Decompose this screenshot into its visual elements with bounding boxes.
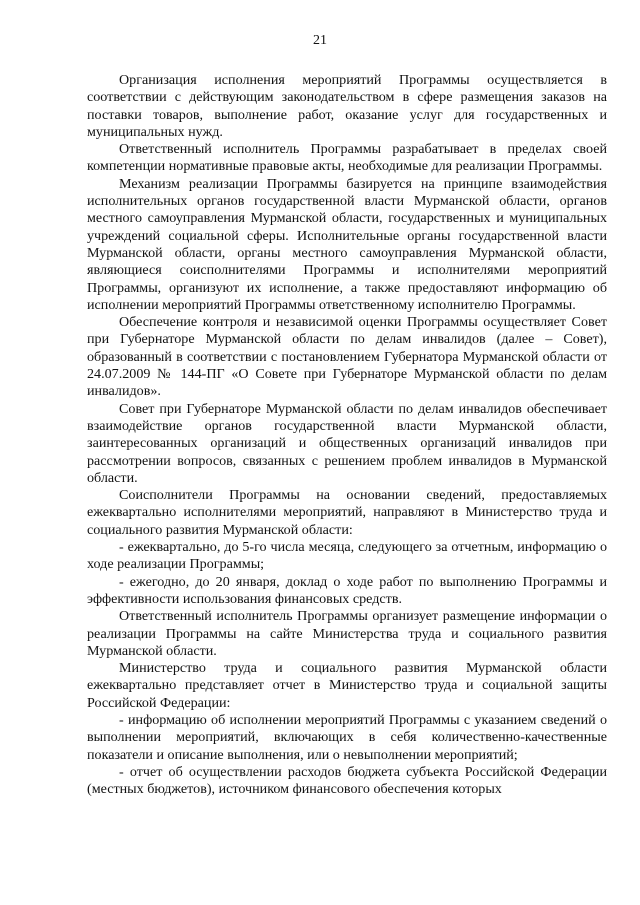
paragraph: Совет при Губернаторе Мурманской области по делам инвалидов обеспечивает взаимодействие органов государственной власти Мурманской области, заинтересованных организаций и общественных организаций инвалидов при рассмотрении вопросов, связанных с решением проблем инвалидов в Мурманской области.	[87, 400, 607, 486]
paragraph: Механизм реализации Программы базируется на принципе взаимодействия исполнительных органов государственной власти Мурманской области, органов местного самоуправления Мурманской области, государственных и муниципальных учреждений социальной сферы. Исполнительные органы государственной власти Мурманской области, органы местного самоуправления Мурманской области, являющиеся соисполнителями Программы и исполнителями мероприятий Программы, организуют их исполнение, а также предоставляют информацию об исполнении мероприятий Программы ответственному исполнителю Программы.	[87, 175, 607, 313]
list-item: - ежегодно, до 20 января, доклад о ходе работ по выполнению Программы и эффективности использования финансовых средств.	[87, 573, 607, 607]
list-item: - информацию об исполнении мероприятий Программы с указанием сведений о выполнении мероприятий, включающих в себя количественно-качественные показатели и описание выполнения, или о невыполнении мероприятий;	[87, 711, 607, 763]
paragraph: Соисполнители Программы на основании сведений, предоставляемых ежеквартально исполнителями мероприятий, направляют в Министерство труда и социального развития Мурманской области:	[87, 487, 607, 538]
paragraph: Обеспечение контроля и независимой оценки Программы осуществляет Совет при Губернаторе Мурманской области по делам инвалидов (далее – Совет), образованный в соответствии с постановлением Губернатора Мурманской области от 24.07.2009 № 144-ПГ «О Совете при Губернаторе Мурманской области по делам инвалидов».	[87, 314, 607, 400]
page-number: 21	[313, 33, 327, 48]
document-body	[87, 72, 607, 798]
paragraph: Ответственный исполнитель Программы организует размещение информации о реализации Программы на сайте Министерства труда и социального развития Мурманской области.	[87, 608, 607, 659]
paragraph: Организация исполнения мероприятий Программы осуществляется в соответствии с действующим законодательством в сфере размещения заказов на поставки товаров, выполнение работ, оказание услуг для государственных и муниципальных нужд.	[87, 72, 607, 140]
list-item: - ежеквартально, до 5-го числа месяца, следующего за отчетным, информацию о ходе реализации Программы;	[87, 539, 607, 573]
list-item: - отчет об осуществлении расходов бюджета субъекта Российской Федерации (местных бюджетов), источником финансового обеспечения которых	[87, 763, 607, 798]
paragraph: Ответственный исполнитель Программы разрабатывает в пределах своей компетенции нормативные правовые акты, необходимые для реализации Программы.	[87, 141, 607, 175]
paragraph: Министерство труда и социального развития Мурманской области ежеквартально представляет отчет в Министерство труда и социальной защиты Российской Федерации:	[87, 660, 607, 711]
